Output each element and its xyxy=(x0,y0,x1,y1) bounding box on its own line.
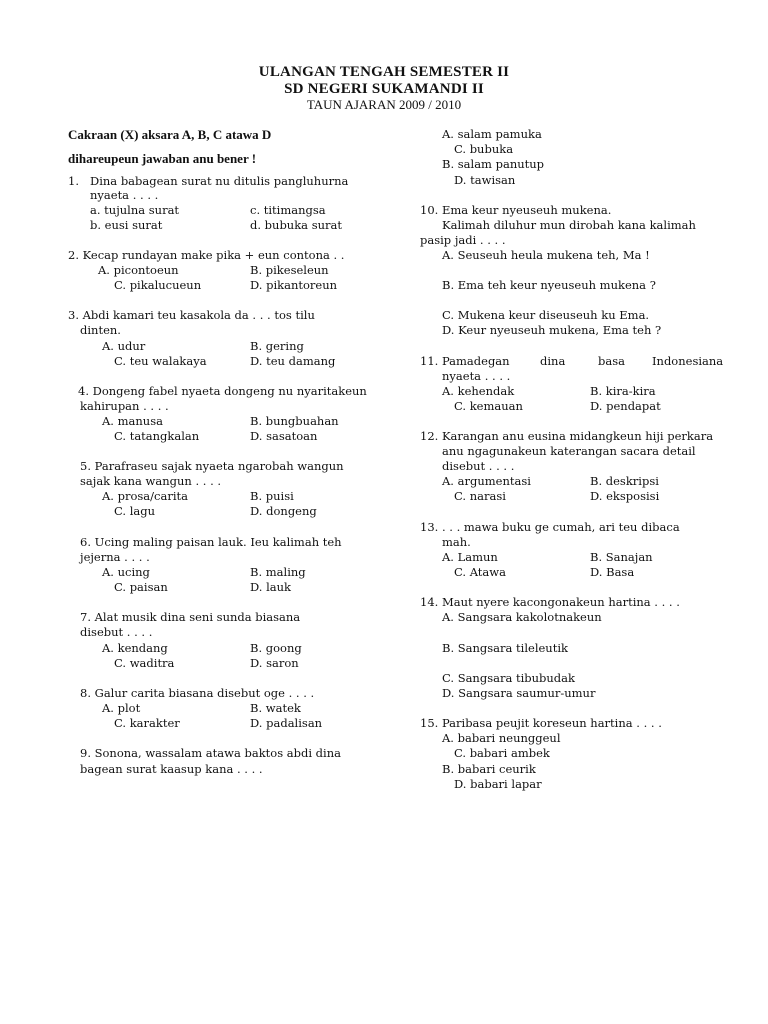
question-11-text-word-2: dina xyxy=(540,354,566,368)
question-1-text-cont: nyaeta . . . . xyxy=(90,188,159,202)
question-11-text-word-4: Indonesiana xyxy=(652,354,724,368)
question-8-text: 8. Galur carita biasana disebut oge . . . . xyxy=(80,686,315,700)
question-5-text-cont: sajak kana wangun . . . . xyxy=(80,474,222,488)
question-11-option-b[interactable]: B. kira-kira xyxy=(590,384,656,398)
question-3-option-c[interactable]: C. teu walakaya xyxy=(114,354,207,368)
question-13-option-d[interactable]: D. Basa xyxy=(590,565,635,579)
question-11-text-word-3: basa xyxy=(598,354,625,368)
question-11-option-d[interactable]: D. pendapat xyxy=(590,399,661,413)
question-2-option-d[interactable]: D. pikantoreun xyxy=(250,278,338,292)
question-9-option-c[interactable]: C. bubuka xyxy=(454,142,514,156)
question-5-option-c[interactable]: C. lagu xyxy=(114,504,156,518)
question-1-option-c[interactable]: c. titimangsa xyxy=(250,203,326,217)
question-12-text: 12. Karangan anu eusina midangkeun hiji perkara xyxy=(420,429,714,443)
question-6-option-c[interactable]: C. paisan xyxy=(114,580,168,594)
question-13-option-b[interactable]: B. Sanajan xyxy=(590,550,653,564)
question-14-option-a[interactable]: A. Sangsara kakolotnakeun xyxy=(442,610,602,624)
question-4-text: 4. Dongeng fabel nyaeta dongeng nu nyaritakeun xyxy=(78,384,367,398)
question-3-text-cont: dinten. xyxy=(80,323,121,337)
question-4-option-a[interactable]: A. manusa xyxy=(102,414,163,428)
question-10-option-d[interactable]: D. Keur nyeuseuh mukena, Ema teh ? xyxy=(442,323,662,337)
question-7-option-b[interactable]: B. goong xyxy=(250,641,302,655)
question-7-text: 7. Alat musik dina seni sunda biasana xyxy=(80,610,301,624)
question-2-option-c[interactable]: C. pikalucueun xyxy=(114,278,202,292)
question-15-option-d[interactable]: D. babari lapar xyxy=(454,777,542,791)
question-2-text: 2. Kecap rundayan make pika + eun contona . . xyxy=(68,248,345,262)
question-13-text-cont: mah. xyxy=(442,535,471,549)
question-5-option-b[interactable]: B. puisi xyxy=(250,489,294,503)
school-year: TAUN AJARAN 2009 / 2010 xyxy=(306,97,462,112)
question-15-option-c[interactable]: C. babari ambek xyxy=(454,746,550,760)
instruction-line-2: dihareupeun jawaban anu bener ! xyxy=(68,151,257,166)
question-3-option-d[interactable]: D. teu damang xyxy=(250,354,336,368)
question-14-option-c[interactable]: C. Sangsara tibubudak xyxy=(442,671,575,685)
question-10-text: 10. Ema keur nyeuseuh mukena. xyxy=(420,203,612,217)
question-1-option-a[interactable]: a. tujulna surat xyxy=(90,203,180,217)
exam-title: ULANGAN TENGAH SEMESTER II xyxy=(258,64,510,80)
question-12-option-c[interactable]: C. narasi xyxy=(454,489,506,503)
question-12-text-cont-2: disebut . . . . xyxy=(442,459,515,473)
question-5-option-a[interactable]: A. prosa/carita xyxy=(102,489,188,503)
question-12-option-d[interactable]: D. eksposisi xyxy=(590,489,660,503)
question-6-option-a[interactable]: A. ucing xyxy=(102,565,150,579)
school-name: SD NEGERI SUKAMANDI II xyxy=(284,81,484,97)
question-12-text-cont: anu ngagunakeun katerangan sacara detail xyxy=(442,444,696,458)
question-10-option-a[interactable]: A. Seuseuh heula mukena teh, Ma ! xyxy=(442,248,650,262)
question-13-option-c[interactable]: C. Atawa xyxy=(454,565,506,579)
question-4-option-d[interactable]: D. sasatoan xyxy=(250,429,318,443)
question-15-option-a[interactable]: A. babari neunggeul xyxy=(442,731,561,745)
question-5-option-d[interactable]: D. dongeng xyxy=(250,504,317,518)
question-3-option-a[interactable]: A. udur xyxy=(102,339,146,353)
question-11-text-cont: nyaeta . . . . xyxy=(442,369,511,383)
question-13-text: 13. . . . mawa buku ge cumah, ari teu dibaca xyxy=(420,520,680,534)
question-10-text-cont: Kalimah diluhur mun dirobah kana kalimah xyxy=(442,218,696,232)
question-4-text-cont: kahirupan . . . . xyxy=(80,399,169,413)
question-5-text: 5. Parafraseu sajak nyaeta ngarobah wangun xyxy=(80,459,344,473)
question-7-option-d[interactable]: D. saron xyxy=(250,656,299,670)
question-9-option-a[interactable]: A. salam pamuka xyxy=(442,127,542,141)
question-6-text-cont: jejerna . . . . xyxy=(80,550,150,564)
question-9-text-cont: bagean surat kaasup kana . . . . xyxy=(80,762,263,776)
question-9-text: 9. Sonona, wassalam atawa baktos abdi dina xyxy=(80,746,341,760)
question-14-option-d[interactable]: D. Sangsara saumur-umur xyxy=(442,686,596,700)
question-2-option-b[interactable]: B. pikeseleun xyxy=(250,263,329,277)
question-15-text: 15. Paribasa peujit koreseun hartina . . . . xyxy=(420,716,662,730)
question-4-option-b[interactable]: B. bungbuahan xyxy=(250,414,339,428)
question-6-option-d[interactable]: D. lauk xyxy=(250,580,292,594)
question-9-option-b[interactable]: B. salam panutup xyxy=(442,157,545,171)
question-8-option-d[interactable]: D. padalisan xyxy=(250,716,323,730)
question-11-option-a[interactable]: A. kehendak xyxy=(442,384,515,398)
question-11-text-word-1: 11. Pamadegan xyxy=(420,354,510,368)
question-12-option-b[interactable]: B. deskripsi xyxy=(590,474,659,488)
question-14-text: 14. Maut nyere kacongonakeun hartina . . . . xyxy=(420,595,680,609)
question-6-text: 6. Ucing maling paisan lauk. Ieu kalimah teh xyxy=(80,535,342,549)
question-14-option-b[interactable]: B. Sangsara tileleutik xyxy=(442,641,568,655)
question-11-option-c[interactable]: C. kemauan xyxy=(454,399,523,413)
question-10-text-cont-2: pasip jadi . . . . xyxy=(420,233,506,247)
question-3-option-b[interactable]: B. gering xyxy=(250,339,304,353)
question-4-option-c[interactable]: C. tatangkalan xyxy=(114,429,200,443)
question-9-option-d[interactable]: D. tawisan xyxy=(454,173,516,187)
question-3-text: 3. Abdi kamari teu kasakola da . . . tos tilu xyxy=(68,308,315,322)
question-8-option-a[interactable]: A. plot xyxy=(102,701,141,715)
question-1-option-b[interactable]: b. eusi surat xyxy=(90,218,163,232)
question-1-text: Dina babagean surat nu ditulis pangluhurna xyxy=(90,174,349,188)
question-7-text-cont: disebut . . . . xyxy=(80,625,153,639)
question-8-option-b[interactable]: B. watek xyxy=(250,701,301,715)
instruction-line-1: Cakraan (X) aksara A, B, C atawa D xyxy=(68,127,272,142)
question-1-option-d[interactable]: d. bubuka surat xyxy=(250,218,342,232)
question-6-option-b[interactable]: B. maling xyxy=(250,565,306,579)
question-15-option-b[interactable]: B. babari ceurik xyxy=(442,762,536,776)
question-10-option-c[interactable]: C. Mukena keur diseuseuh ku Ema. xyxy=(442,308,650,322)
question-2-option-a[interactable]: A. picontoeun xyxy=(98,263,179,277)
question-13-option-a[interactable]: A. Lamun xyxy=(442,550,498,564)
question-8-option-c[interactable]: C. karakter xyxy=(114,716,180,730)
question-12-option-a[interactable]: A. argumentasi xyxy=(442,474,531,488)
question-7-option-a[interactable]: A. kendang xyxy=(102,641,168,655)
question-10-option-b[interactable]: B. Ema teh keur nyeuseuh mukena ? xyxy=(442,278,656,292)
question-1-number: 1. xyxy=(68,174,79,188)
question-7-option-c[interactable]: C. waditra xyxy=(114,656,175,670)
